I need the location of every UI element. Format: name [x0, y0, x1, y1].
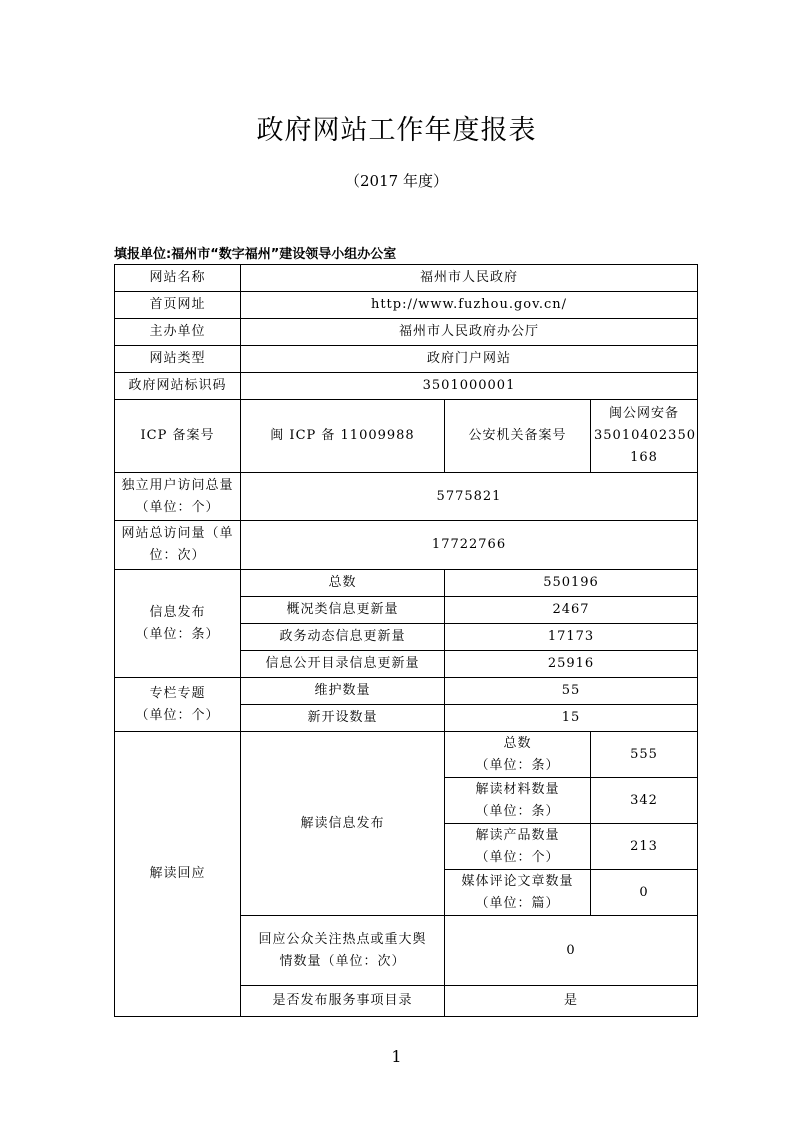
- row-value: 5775821: [241, 473, 698, 521]
- info-pub-label: 信息发布 （单位：条）: [115, 570, 241, 678]
- row-label: ICP 备案号: [115, 400, 241, 473]
- row-label: 解读产品数量 （单位：个）: [445, 824, 591, 870]
- row-value: http://www.fuzhou.gov.cn/: [241, 292, 698, 319]
- page-title: 政府网站工作年度报表: [256, 115, 537, 146]
- report-year: （2017 年度）: [345, 172, 448, 190]
- row-value: 闽公网安备 35010402350 168: [591, 400, 698, 473]
- row-value: 3501000001: [241, 373, 698, 400]
- row-label: 首页网址: [115, 292, 241, 319]
- row-label: 总数: [241, 570, 445, 597]
- row-label: 新开设数量: [241, 705, 445, 732]
- row-value: 17173: [445, 624, 698, 651]
- row-value: 15: [445, 705, 698, 732]
- table-row: [115, 521, 698, 570]
- columns-label: 专栏专题 （单位：个）: [115, 678, 241, 732]
- row-label: 政府网站标识码: [115, 373, 241, 400]
- row-label: 媒体评论文章数量 （单位：篇）: [445, 870, 591, 916]
- table-row: [115, 319, 698, 346]
- row-value: 213: [591, 824, 698, 870]
- fill-unit: 填报单位:福州市“数字福州”建设领导小组办公室: [114, 247, 397, 262]
- row-label: 政务动态信息更新量: [241, 624, 445, 651]
- row-value: 是: [445, 986, 698, 1017]
- row-value: 55: [445, 678, 698, 705]
- row-label: 公安机关备案号: [445, 400, 591, 473]
- table-row: [115, 678, 698, 705]
- row-value: 25916: [445, 651, 698, 678]
- page-number: 1: [391, 1047, 402, 1066]
- row-label: 回应公众关注热点或重大舆情数量（单位：次）: [241, 916, 445, 986]
- interpret-sub-label: 解读信息发布: [241, 732, 445, 916]
- row-value: 福州市人民政府: [241, 265, 698, 292]
- row-label: 主办单位: [115, 319, 241, 346]
- row-value: 政府门户网站: [241, 346, 698, 373]
- row-label: 概况类信息更新量: [241, 597, 445, 624]
- table-row: [115, 373, 698, 400]
- table-row: [115, 732, 698, 778]
- report-table: [114, 264, 698, 1017]
- row-label: 解读材料数量 （单位：条）: [445, 778, 591, 824]
- row-value: 福州市人民政府办公厅: [241, 319, 698, 346]
- row-value: 555: [591, 732, 698, 778]
- interpret-label: 解读回应: [115, 732, 241, 1017]
- row-label: 独立用户访问总量（单位：个）: [115, 473, 241, 521]
- row-label: 是否发布服务事项目录: [241, 986, 445, 1017]
- row-value: 0: [591, 870, 698, 916]
- table-row: [115, 400, 698, 473]
- table-row: [115, 570, 698, 597]
- row-value: 17722766: [241, 521, 698, 570]
- row-label: 总数 （单位：条）: [445, 732, 591, 778]
- table-row: [115, 265, 698, 292]
- row-label: 网站总访问量（单位：次）: [115, 521, 241, 570]
- row-label: 维护数量: [241, 678, 445, 705]
- row-value: 2467: [445, 597, 698, 624]
- table-row: [115, 292, 698, 319]
- table-row: [115, 473, 698, 521]
- row-value: 闽 ICP 备 11009988: [241, 400, 445, 473]
- table-row: [115, 346, 698, 373]
- row-label: 网站类型: [115, 346, 241, 373]
- row-label: 信息公开目录信息更新量: [241, 651, 445, 678]
- row-label: 网站名称: [115, 265, 241, 292]
- row-value: 342: [591, 778, 698, 824]
- row-value: 0: [445, 916, 698, 986]
- row-value: 550196: [445, 570, 698, 597]
